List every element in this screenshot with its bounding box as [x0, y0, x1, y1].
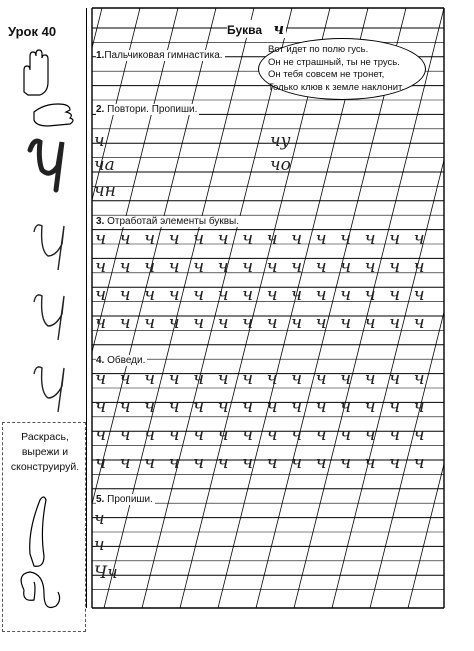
- trace-letter: ч: [364, 256, 376, 277]
- trace-letter: ч: [242, 424, 254, 445]
- trace-letter: ч: [119, 284, 131, 305]
- trace-letter: ч: [95, 424, 107, 445]
- trace-letter: ч: [119, 312, 131, 333]
- trace-letter: ч: [291, 256, 303, 277]
- trace-letter: ч: [217, 424, 229, 445]
- trace-letter: ч: [413, 312, 425, 333]
- trace-letter: ч: [119, 424, 131, 445]
- trace-letter: ч: [291, 396, 303, 417]
- trace-letter: ч: [413, 228, 425, 249]
- trace-letter: ч: [95, 256, 107, 277]
- trace-letter: ч: [266, 284, 278, 305]
- trace-letter: ч: [168, 452, 180, 473]
- trace-letter: ч: [95, 368, 107, 389]
- practice-sample-left: ч: [94, 535, 105, 555]
- trace-letter: ч: [193, 284, 205, 305]
- trace-letter: ч: [144, 396, 156, 417]
- trace-letter: ч: [315, 396, 327, 417]
- trace-letter: ч: [168, 256, 180, 277]
- trace-letter: ч: [340, 312, 352, 333]
- trace-letter: ч: [291, 452, 303, 473]
- trace-letter: ч: [168, 284, 180, 305]
- trace-letter: ч: [168, 396, 180, 417]
- cutout-instruction: Раскрась, вырежи и сконструируй.: [10, 431, 80, 473]
- trace-letter: ч: [413, 368, 425, 389]
- trace-letter: ч: [95, 452, 107, 473]
- practice-sample-right: чу: [270, 131, 291, 151]
- trace-letter: ч: [144, 312, 156, 333]
- trace-letter: ч: [168, 228, 180, 249]
- trace-letter: ч: [315, 452, 327, 473]
- trace-letter: ч: [144, 256, 156, 277]
- trace-letter: ч: [340, 368, 352, 389]
- trace-letter: ч: [242, 396, 254, 417]
- trace-letter: ч: [217, 368, 229, 389]
- trace-letter: ч: [95, 228, 107, 249]
- trace-letter: ч: [119, 228, 131, 249]
- trace-letter: ч: [119, 256, 131, 277]
- trace-letter: ч: [413, 396, 425, 417]
- trace-letter: ч: [266, 424, 278, 445]
- slant-guide: [408, 464, 444, 608]
- trace-letter: ч: [266, 228, 278, 249]
- trace-letter: ч: [242, 312, 254, 333]
- title-word: Буква: [227, 23, 263, 37]
- section-1-heading: 1.Пальчиковая гимнастика.: [96, 50, 223, 61]
- trace-letter: ч: [389, 452, 401, 473]
- trace-letter: ч: [389, 228, 401, 249]
- section-2-heading: 2. Повтори. Пропиши.: [96, 104, 198, 115]
- trace-letter: ч: [242, 256, 254, 277]
- trace-letter: ч: [119, 396, 131, 417]
- trace-letter: ч: [413, 256, 425, 277]
- trace-letter: ч: [315, 424, 327, 445]
- trace-letter: ч: [95, 396, 107, 417]
- trace-letter: ч: [315, 284, 327, 305]
- trace-letter: ч: [217, 256, 229, 277]
- trace-letter: ч: [144, 452, 156, 473]
- trace-letter: ч: [266, 312, 278, 333]
- practice-sample-left: ча: [94, 155, 115, 175]
- trace-letter: ч: [144, 368, 156, 389]
- trace-letter: ч: [340, 256, 352, 277]
- trace-letter: ч: [413, 452, 425, 473]
- trace-letter: ч: [413, 424, 425, 445]
- trace-letter: ч: [193, 256, 205, 277]
- trace-letter: ч: [266, 256, 278, 277]
- trace-letter: ч: [242, 228, 254, 249]
- practice-sample-left: ч: [94, 509, 105, 529]
- trace-letter: ч: [291, 424, 303, 445]
- trace-letter: ч: [315, 256, 327, 277]
- practice-sample-right: чо: [270, 155, 291, 175]
- trace-letter: ч: [242, 368, 254, 389]
- trace-letter: ч: [364, 284, 376, 305]
- title-letter: ч: [273, 20, 285, 38]
- trace-letter: ч: [242, 284, 254, 305]
- trace-letter: ч: [193, 228, 205, 249]
- trace-letter: ч: [364, 452, 376, 473]
- trace-letter: ч: [389, 368, 401, 389]
- trace-letter: ч: [193, 368, 205, 389]
- trace-letter: ч: [389, 312, 401, 333]
- trace-letter: ч: [340, 424, 352, 445]
- trace-letter: ч: [315, 312, 327, 333]
- trace-letter: ч: [315, 228, 327, 249]
- trace-letter: ч: [217, 228, 229, 249]
- poem-line: Вот идет по полю гусь.: [268, 44, 369, 55]
- trace-letter: ч: [340, 228, 352, 249]
- trace-letter: ч: [266, 396, 278, 417]
- trace-letter: ч: [291, 228, 303, 249]
- trace-letter: ч: [144, 424, 156, 445]
- poem-line: Он не страшный, ты не трусь.: [268, 56, 400, 68]
- trace-letter: ч: [217, 452, 229, 473]
- practice-sample-left: чн: [94, 181, 116, 201]
- trace-letter: ч: [389, 424, 401, 445]
- trace-letter: ч: [217, 284, 229, 305]
- trace-letter: ч: [413, 284, 425, 305]
- trace-letter: ч: [193, 396, 205, 417]
- trace-letter: ч: [193, 312, 205, 333]
- trace-letter: ч: [144, 228, 156, 249]
- trace-letter: ч: [95, 284, 107, 305]
- trace-letter: ч: [340, 396, 352, 417]
- trace-letter: ч: [193, 424, 205, 445]
- trace-letter: ч: [291, 284, 303, 305]
- trace-letter: ч: [119, 452, 131, 473]
- trace-letter: ч: [266, 368, 278, 389]
- page-title: [227, 20, 286, 38]
- trace-letter: ч: [193, 452, 205, 473]
- trace-letter: ч: [168, 424, 180, 445]
- trace-letter: ч: [144, 284, 156, 305]
- trace-letter: ч: [340, 452, 352, 473]
- trace-letter: ч: [315, 368, 327, 389]
- section-5-heading: 5. Пропиши.: [96, 494, 153, 505]
- trace-letter: ч: [291, 368, 303, 389]
- trace-letter: ч: [364, 312, 376, 333]
- section-4-heading: 4. Обведи.: [96, 355, 146, 366]
- lesson-number: Урок 40: [8, 24, 57, 39]
- poem-line: Только клюв к земле наклонит.: [268, 81, 404, 93]
- trace-letter: ч: [119, 368, 131, 389]
- trace-letter: ч: [291, 312, 303, 333]
- trace-letter: ч: [364, 396, 376, 417]
- trace-letter: ч: [389, 256, 401, 277]
- trace-letter: ч: [168, 312, 180, 333]
- trace-letter: ч: [242, 452, 254, 473]
- trace-letter: ч: [364, 424, 376, 445]
- trace-letter: ч: [364, 228, 376, 249]
- trace-letter: ч: [389, 396, 401, 417]
- practice-sample-left: ч: [94, 131, 105, 151]
- trace-letter: ч: [266, 452, 278, 473]
- practice-sample-left: Чч: [94, 563, 118, 583]
- trace-letter: ч: [217, 396, 229, 417]
- trace-letter: ч: [389, 284, 401, 305]
- trace-letter: ч: [95, 312, 107, 333]
- trace-letter: ч: [168, 368, 180, 389]
- poem-line: Он тебя совсем не тронет,: [268, 69, 385, 80]
- trace-letter: ч: [364, 368, 376, 389]
- trace-letter: ч: [340, 284, 352, 305]
- trace-letter: ч: [217, 312, 229, 333]
- section-3-heading: 3. Отработай элементы буквы.: [96, 216, 240, 227]
- poem-text: [268, 44, 428, 94]
